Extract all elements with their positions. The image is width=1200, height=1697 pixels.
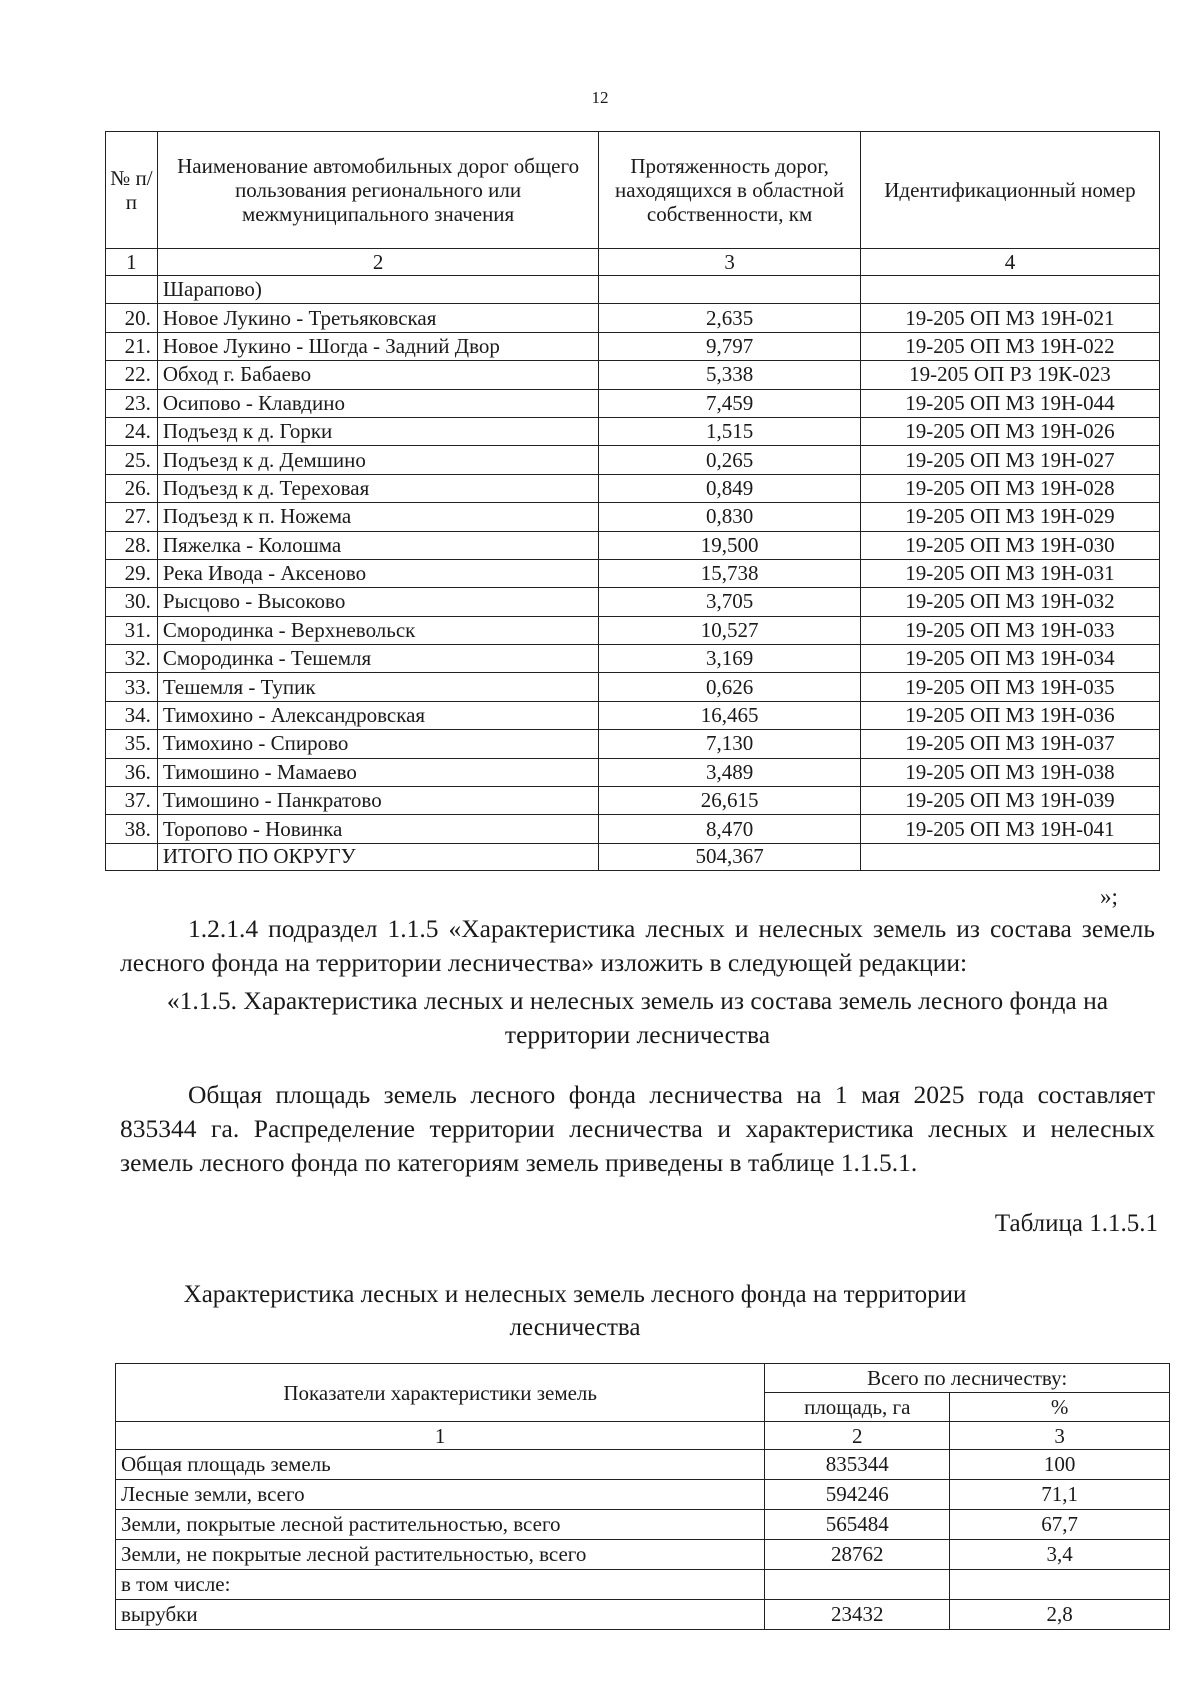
row-num: 26. xyxy=(106,474,158,502)
row-id: 19-205 ОП МЗ 19Н-036 xyxy=(860,701,1159,729)
col-number: 2 xyxy=(765,1422,950,1450)
row-length: 0,830 xyxy=(599,503,861,531)
table-row xyxy=(106,559,1160,587)
col-number: 1 xyxy=(106,249,158,276)
table-row xyxy=(106,815,1160,843)
table-row xyxy=(116,1510,1170,1540)
row-id xyxy=(860,276,1159,304)
table-row xyxy=(106,503,1160,531)
row-num: 34. xyxy=(106,701,158,729)
row-num: 20. xyxy=(106,304,158,332)
row-length: 8,470 xyxy=(599,815,861,843)
row-length: 19,500 xyxy=(599,531,861,559)
row-name: Пяжелка - Колошма xyxy=(157,531,598,559)
table-row xyxy=(116,1480,1170,1510)
row-indicator: Земли, покрытые лесной растительностью, всего xyxy=(116,1510,765,1540)
area-paragraph: Общая площадь земель лесного фонда лесничества на 1 мая 2025 года составляет 835344 га. Распределение территории лесничества и характеристика лесных и нелесных земель лесного фонда по категориям земель приведены в таблице 1.1.5.1. xyxy=(120,1080,1155,1177)
col-number: 4 xyxy=(860,249,1159,276)
row-id: 19-205 ОП МЗ 19Н-021 xyxy=(860,304,1159,332)
table-row xyxy=(116,1540,1170,1570)
row-id: 19-205 ОП МЗ 19Н-034 xyxy=(860,645,1159,673)
row-num: 36. xyxy=(106,758,158,786)
row-name: Река Ивода - Аксеново xyxy=(157,559,598,587)
row-id: 19-205 ОП РЗ 19К-023 xyxy=(860,361,1159,389)
row-id: 19-205 ОП МЗ 19Н-033 xyxy=(860,616,1159,644)
row-num: 25. xyxy=(106,446,158,474)
header-percent: % xyxy=(950,1393,1170,1422)
subsection-paragraph: 1.2.1.4 подраздел 1.1.5 «Характеристика лесных и нелесных земель из состава земель лесного фонда на территории лесничества» изложить в следующей редакции: xyxy=(120,914,1155,977)
table-row xyxy=(106,389,1160,417)
row-indicator: Лесные земли, всего xyxy=(116,1480,765,1510)
row-percent xyxy=(950,1570,1170,1600)
row-id: 19-205 ОП МЗ 19Н-026 xyxy=(860,417,1159,445)
table-row xyxy=(116,1570,1170,1600)
row-length: 16,465 xyxy=(599,701,861,729)
row-name: Подъезд к д. Горки xyxy=(157,417,598,445)
table-title: Характеристика лесных и нелесных земель лесного фонда на территории лесничества xyxy=(183,1281,967,1341)
row-num: 23. xyxy=(106,389,158,417)
row-name: Тимохино - Спирово xyxy=(157,730,598,758)
row-area: 28762 xyxy=(765,1540,950,1570)
row-id: 19-205 ОП МЗ 19Н-028 xyxy=(860,474,1159,502)
total-row xyxy=(106,843,1160,870)
row-id: 19-205 ОП МЗ 19Н-031 xyxy=(860,559,1159,587)
row-area: 23432 xyxy=(765,1600,950,1630)
table-row xyxy=(116,1450,1170,1480)
table-row xyxy=(106,673,1160,701)
row-name: Обход г. Бабаево xyxy=(157,361,598,389)
row-id: 19-205 ОП МЗ 19Н-041 xyxy=(860,815,1159,843)
table-row xyxy=(106,645,1160,673)
row-num xyxy=(106,276,158,304)
row-num: 33. xyxy=(106,673,158,701)
row-name: Рысцово - Высоково xyxy=(157,588,598,616)
table-row xyxy=(106,758,1160,786)
row-area: 835344 xyxy=(765,1450,950,1480)
row-area xyxy=(765,1570,950,1600)
table-row xyxy=(106,332,1160,360)
row-indicator: Земли, не покрытые лесной растительностью, всего xyxy=(116,1540,765,1570)
header-id: Идентификационный номер xyxy=(860,132,1159,249)
row-length: 26,615 xyxy=(599,787,861,815)
row-length: 9,797 xyxy=(599,332,861,360)
row-name: Подъезд к п. Ножема xyxy=(157,503,598,531)
row-name: Новое Лукино - Третьяковская xyxy=(157,304,598,332)
row-percent: 67,7 xyxy=(950,1510,1170,1540)
table-row xyxy=(106,276,1160,304)
row-num: 27. xyxy=(106,503,158,531)
col-number: 3 xyxy=(950,1422,1170,1450)
table-row xyxy=(106,304,1160,332)
table-row xyxy=(106,730,1160,758)
row-indicator: вырубки xyxy=(116,1600,765,1630)
row-percent: 71,1 xyxy=(950,1480,1170,1510)
row-id: 19-205 ОП МЗ 19Н-022 xyxy=(860,332,1159,360)
section-heading: «1.1.5. Характеристика лесных и нелесных земель из состава земель лесного фонда на территории лесничества xyxy=(166,986,1109,1049)
col-number: 3 xyxy=(599,249,861,276)
row-num: 35. xyxy=(106,730,158,758)
header-indicator: Показатели характеристики земель xyxy=(116,1364,765,1422)
roads-table-column-numbers xyxy=(106,249,1160,276)
row-num: 32. xyxy=(106,645,158,673)
row-num: 24. xyxy=(106,417,158,445)
row-id: 19-205 ОП МЗ 19Н-044 xyxy=(860,389,1159,417)
total-length: 504,367 xyxy=(599,843,861,870)
row-name: Подъезд к д. Тереховая xyxy=(157,474,598,502)
row-area: 594246 xyxy=(765,1480,950,1510)
row-name: Смородинка - Верхневольск xyxy=(157,616,598,644)
row-length: 3,169 xyxy=(599,645,861,673)
row-length: 5,338 xyxy=(599,361,861,389)
table-row xyxy=(106,446,1160,474)
row-length: 1,515 xyxy=(599,417,861,445)
row-name: Тимохино - Александровская xyxy=(157,701,598,729)
lands-table xyxy=(115,1363,1170,1630)
table-row xyxy=(106,588,1160,616)
lands-column-numbers xyxy=(116,1422,1170,1450)
table-row xyxy=(106,616,1160,644)
table-row xyxy=(106,787,1160,815)
row-id: 19-205 ОП МЗ 19Н-037 xyxy=(860,730,1159,758)
col-number: 2 xyxy=(157,249,598,276)
row-name: Подъезд к д. Демшино xyxy=(157,446,598,474)
row-percent: 2,8 xyxy=(950,1600,1170,1630)
row-name: Новое Лукино - Шогда - Задний Двор xyxy=(157,332,598,360)
row-name: Шарапово) xyxy=(157,276,598,304)
row-area: 565484 xyxy=(765,1510,950,1540)
row-length: 3,705 xyxy=(599,588,861,616)
row-num: 21. xyxy=(106,332,158,360)
row-num: 38. xyxy=(106,815,158,843)
row-num: 29. xyxy=(106,559,158,587)
row-indicator: в том числе: xyxy=(116,1570,765,1600)
row-num: 22. xyxy=(106,361,158,389)
table-row xyxy=(106,417,1160,445)
header-length: Протяженность дорог, находящихся в областной собственности, км xyxy=(599,132,861,249)
row-length xyxy=(599,276,861,304)
row-length: 0,265 xyxy=(599,446,861,474)
row-name: Осипово - Клавдино xyxy=(157,389,598,417)
row-id: 19-205 ОП МЗ 19Н-030 xyxy=(860,531,1159,559)
row-length: 3,489 xyxy=(599,758,861,786)
header-name: Наименование автомобильных дорог общего пользования регионального или межмуниципального значения xyxy=(157,132,598,249)
row-name: Тимошино - Панкратово xyxy=(157,787,598,815)
row-percent: 100 xyxy=(950,1450,1170,1480)
row-name: Смородинка - Тешемля xyxy=(157,645,598,673)
header-num: № п/п xyxy=(106,132,158,249)
page-number: 12 xyxy=(591,88,609,107)
roads-table-header-row xyxy=(106,132,1160,249)
col-number: 1 xyxy=(116,1422,765,1450)
row-length: 10,527 xyxy=(599,616,861,644)
row-id: 19-205 ОП МЗ 19Н-038 xyxy=(860,758,1159,786)
row-length: 0,849 xyxy=(599,474,861,502)
row-num: 30. xyxy=(106,588,158,616)
row-id: 19-205 ОП МЗ 19Н-035 xyxy=(860,673,1159,701)
total-label: ИТОГО ПО ОКРУГУ xyxy=(157,843,598,870)
row-name: Торопово - Новинка xyxy=(157,815,598,843)
table-row xyxy=(106,474,1160,502)
row-name: Тимошино - Мамаево xyxy=(157,758,598,786)
row-num: 31. xyxy=(106,616,158,644)
total-num xyxy=(106,843,158,870)
row-length: 2,635 xyxy=(599,304,861,332)
row-percent: 3,4 xyxy=(950,1540,1170,1570)
lands-header-row xyxy=(116,1364,1170,1393)
row-id: 19-205 ОП МЗ 19Н-027 xyxy=(860,446,1159,474)
row-id: 19-205 ОП МЗ 19Н-032 xyxy=(860,588,1159,616)
header-area: площадь, га xyxy=(765,1393,950,1422)
row-length: 0,626 xyxy=(599,673,861,701)
row-id: 19-205 ОП МЗ 19Н-039 xyxy=(860,787,1159,815)
table-row xyxy=(106,361,1160,389)
row-num: 37. xyxy=(106,787,158,815)
row-length: 7,459 xyxy=(599,389,861,417)
row-name: Тешемля - Тупик xyxy=(157,673,598,701)
header-total: Всего по лесничеству: xyxy=(765,1364,1170,1393)
row-num: 28. xyxy=(106,531,158,559)
table-row xyxy=(106,701,1160,729)
row-length: 7,130 xyxy=(599,730,861,758)
row-id: 19-205 ОП МЗ 19Н-029 xyxy=(860,503,1159,531)
total-id xyxy=(860,843,1159,870)
row-indicator: Общая площадь земель xyxy=(116,1450,765,1480)
table-reference: Таблица 1.1.5.1 xyxy=(994,1210,1158,1237)
roads-table xyxy=(105,131,1160,871)
table-row xyxy=(116,1600,1170,1630)
table-row xyxy=(106,531,1160,559)
row-length: 15,738 xyxy=(599,559,861,587)
closing-quote: »; xyxy=(1100,884,1118,909)
